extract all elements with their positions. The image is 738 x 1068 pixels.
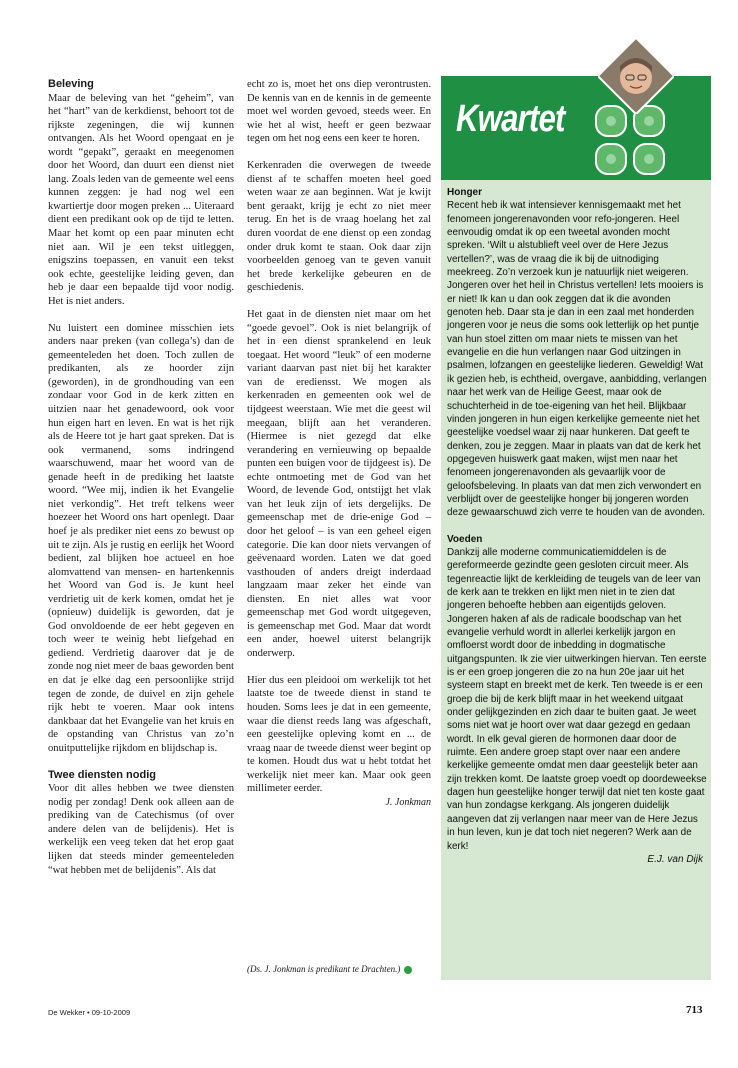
paragraph: Het gaat in de diensten niet maar om het “goede gevoel”. Ook is niet belangrijk of het in een dienst sprankelend en leuk toegaat. Het woord “leuk” of een moderne variant daarvan past niet bij het karakter van de erediensst. We mogen als kerkenraden en gemeenten ook wel de tijdgeest weerstaan. Wie met die geest wil meegaan, blijft aan het veranderen. (Hiermee is niet gezegd dat elke verandering en vernieuwing op bepaalde punten een buigen voor de tijdgeest is). De echte ontmoeting met de God van het Woord, de levende God, ontstijgt het vlak van het leuk zijn of iets dergelijks. De gemeenschap met de drie-enige God – door het geloof – is van een geheel eigen categorie. Die kan door niets vervangen of geëvenaard worden. Laten we dat goed vasthouden of anders dreigt inderdaad langzaam maar zeker het einde van diensten. En niet alles wat voor gemeenschap met God wordt uitgegeven, is gemeenschap met God. Maar dat wordt een ander, hoewel uiterst belangrijk onderwerp. <box>247 309 431 659</box>
author-portrait <box>598 38 674 114</box>
author-signature: J. Jonkman <box>385 796 431 808</box>
paragraph: Nu luistert een dominee misschien iets anders naar preken (van collega’s) dan de gemeenteleden het doen. Toch zullen de predikanten, als ze hoorder zijn (geworden), in de grondhouding van een zondaar voor God in de kerk zitten en uitzien naar het genadewoord, ook voor hun eigen hart en leven. En wat is het rijk als de Heere tot je hart gaat spreken. Dat is ook vermanend, soms indringend waarschuwend, maar het woord van de genade heeft in de prediking het laatste woord. “Wee mij, indien ik het Evangelie niet verkondig”. Het treft telkens weer hoezeer het Woord ons hart openlegt. Daar hoef je als prediker niet eens zo bewust op uit te zijn. Als je rustig en eerlijk het Woord bedient, zal blijken hoe actueel en hoe alomvattend van mensen- en hartenkennis het Woord van God is. Je kunt heel verdrietig uit de kerk komen, omdat het je (opnieuw) duidelijk is geworden, dat je God onvoldoende de eer hebt gegeven en toch weer te weinig hebt liefgehad en gediend. Verdrietig daarover dat je de zonde nog niet meer de baas geworden bent en dat je elke dag een persoonlijke strijd tegen de zonde, de duivel en zijn gehele rijk hebt te voeren. Maar ook intens dankbaar dat het Evangelie van het kruis en de opstanding van Christus van zo’n onuitputtelijke rijkdom en blijdschap is. <box>48 322 234 754</box>
publication-footer: De Wekker • 09-10-2009 <box>48 1008 131 1017</box>
kwartet-title: Kwartet <box>456 98 565 140</box>
kwartet-text <box>447 186 707 866</box>
paragraph: echt zo is, moet het ons diep verontrusten. De kennis van en de kennis in de gemeente moet wel worden gevoed, steeds weer. En wie het al wist, heeft er geen bezwaar tegen om het nog eens een keer te horen. <box>247 79 431 145</box>
page-number: 713 <box>686 1004 703 1016</box>
kwartet-heading-honger: Honger <box>447 187 482 198</box>
kwartet-signature: E.J. van Dijk <box>647 853 703 865</box>
paragraph: Kerkenraden die overwegen de tweede dienst af te schaffen moeten heel goed weten waar ze aan beginnen. Wat je kwijt bent geraakt, krijg je echt zo niet meer terug. En het is de vraag hoelang het zal duren voordat de ene dienst op een zondag onder druk komt te staan. Ook daar zijn voorbeelden genoeg van te geven vanuit het brede kerkelijke gebeuren en de geschiedenis. <box>247 160 431 294</box>
section-heading-beleving: Beleving <box>48 78 94 90</box>
article-column-2 <box>247 78 431 809</box>
article-column-1 <box>48 78 234 891</box>
paragraph: Voor dit alles hebben we twee diensten nodig per zondag! Denk ook alleen aan de prediking van de Catechismus (of over andere delen van de belijdenis). Het is werkelijk een veeg teken dat het erop gaat lijken dat steeds minder gemeenteleden “wat hebben met de belijdenis”. Als dat <box>48 783 234 876</box>
kwartet-paragraph: Recent heb ik wat intensiever kennisgemaakt met het fenomeen jongerenavonden voor refo-jongeren. Heel eenvoudig omdat ik op een tweetal avonden mocht spreken. ‘Wilt u alstublieft veel over de Here Jezus vertellen?’, was de vraag die ik bij de uitnodiging meekreeg. Zo’n verzoek kun je natuurlijk niet weigeren. Jongeren over het heil in Christus vertellen! Iets mooiers is er niet! Ik kan u dan ook zeggen dat ik die avonden genoten heb. Daar sta je dan in een zaal met honderden jongeren voor je neus die soms ook letterlijk op het puntje van hun stoel zitten om maar niets te missen van het evangelie en die hun verlangen naar God uitzingen in psalmen, lofzangen en geestelijke liederen. Geweldig! Wat ik gezien heb, is echtheid, overgave, aanbidding, verlangen naar het werk van de Heilige Geest, maar ook de schuchterheid in de toe-eigening van het heil. Blijkbaar vinden jongeren in hun eigen kerkelijke gemeente niet het geestelijke voedsel waar zij naar hunkeren. Dat geeft te denken, zou je zeggen. Maar in plaats van dat de kerk het opgegeven huiswerk gaat maken, wijst men naar het fenomeen jongerenavonden als gevaarlijk voor de geloofsbeleving. In plaats van dat men zich verwondert en verblijdt over de geestelijke honger bij jongeren worden deze gewaarschuwd zich verre te houden van de avonden. <box>447 200 707 519</box>
paragraph: Maar de beleving van het “geheim”, van het “hart” van de kerkdienst, behoort tot de rijkste zegeningen, die wij kunnen ontvangen. Als het Woord opengaat en je wordt “gepakt”, geraakt en meegenomen door het Woord, dan duurt een dienst niet lang. Zoals leden van de gemeente wel eens kunnen zeggen: je had nog wel een kwartiertje door mogen preken ... Uiteraard dient een predikant ook op de tijd te letten. Maar het komt op een paar minuten echt niet aan. Wil je een tekst uitleggen, enigszins toepassen, en vanuit een tekst ook echte, geestelijke leiding geven, dan heb je daar een bepaalde tijd voor nodig. Het is niet anders. <box>48 92 234 307</box>
footnote-text: (Ds. J. Jonkman is predikant te Drachten.) <box>247 964 401 974</box>
kwartet-heading-voeden: Voeden <box>447 533 483 545</box>
author-footnote <box>247 963 437 975</box>
end-bullet-icon <box>404 966 412 974</box>
paragraph: Hier dus een pleidooi om werkelijk tot het laatste toe de tweede dienst in stand te houden. Soms lees je dat in een gemeente, waar die dienst reeds lang was afgeschaft, een geestelijke opleving komt en ... de vraag naar de tweede dienst weer begint op te komen. Houdt dus wat u hebt totdat het werkelijk niet meer kan. Maar ook geen millimeter eerder. <box>247 674 431 795</box>
section-heading-twee-diensten: Twee diensten nodig <box>48 768 156 781</box>
kwartet-paragraph: Dankzij alle moderne communicatiemiddelen is de gereformeerde gezindte geen gesloten circuit meer. Als tegenreactie lijkt de kerkleiding de teugels van de leer van de kerk aan te trekken en lijkt men niet in te zien dat jongeren behoefte hebben aan eigentijds geloven. Jongeren haken af als de radicale boodschap van het evangelie verhuld wordt in allerlei kerkelijk jargon en omfloerst wordt door de inbedding in dogmatische uitgangspunten. Ik zie vier uitwerkingen hiervan. Ten eerste is er een groep jongeren die zo na hun 20e jaar uit het systeem stapt en breekt met de kerk. Ten tweede is er een groep die bij de kerk blijft maar in het weekend uitgaat onder gelijkgezinden en zich daar te buiten gaat. Je weet soms niet wat je hoort over wat daar gezegd en gedaan wordt. In elk geval gieren de hormonen daar door de ruimte. Een andere groep stapt over naar een andere kerkelijke gemeente omdat men daar geestelijk beter aan zijn trekken komt. De laatste groep voedt op doordeweekse dagen hun geestelijke honger terwijl dat niet ten koste gaat van hun zondagse kerkgang. Als jongeren duidelijk aangeven dat zij verlangen naar meer van de Here Jezus in hun leven, kun je dat toch niet negeren? Werk aan de kerk! <box>447 546 707 852</box>
